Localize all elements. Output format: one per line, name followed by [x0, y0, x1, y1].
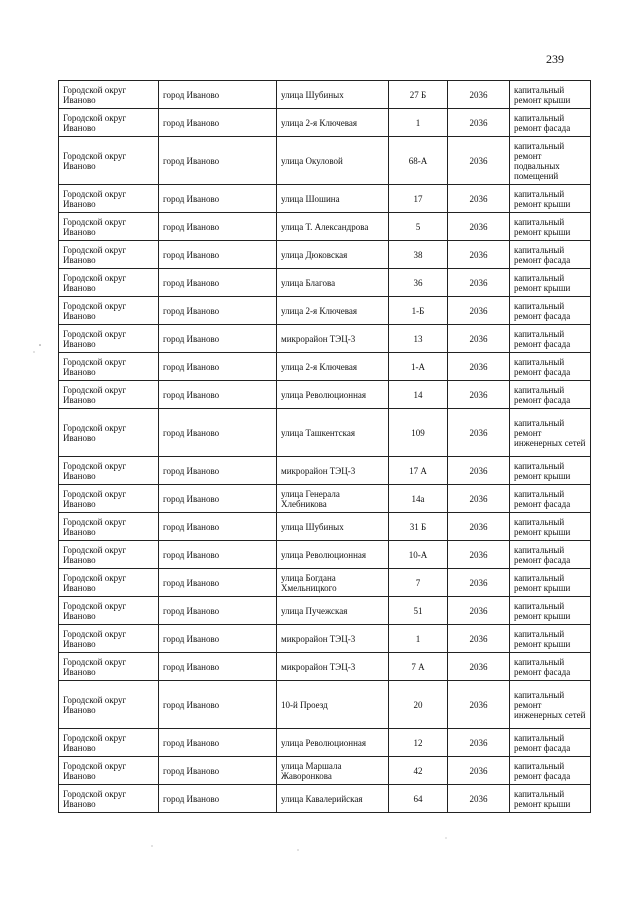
year-cell: 2036: [448, 785, 510, 813]
city-cell: город Иваново: [159, 409, 277, 457]
year-cell: 2036: [448, 109, 510, 137]
city-cell: город Иваново: [159, 541, 277, 569]
street-cell: улица Дюковская: [277, 241, 389, 269]
year-cell: 2036: [448, 269, 510, 297]
work-type-cell: капитальный ремонт крыши: [510, 625, 591, 653]
city-cell: город Иваново: [159, 297, 277, 325]
work-type-cell: капитальный ремонт крыши: [510, 269, 591, 297]
city-cell: город Иваново: [159, 213, 277, 241]
city-cell: город Иваново: [159, 325, 277, 353]
city-cell: город Иваново: [159, 729, 277, 757]
street-cell: улица Окуловой: [277, 137, 389, 185]
house-cell: 7 А: [389, 653, 448, 681]
city-cell: город Иваново: [159, 653, 277, 681]
year-cell: 2036: [448, 325, 510, 353]
house-cell: 7: [389, 569, 448, 597]
house-cell: 51: [389, 597, 448, 625]
house-cell: 36: [389, 269, 448, 297]
street-cell: улица Революционная: [277, 541, 389, 569]
work-type-cell: капитальный ремонт крыши: [510, 213, 591, 241]
street-cell: улица Богдана Хмельницкого: [277, 569, 389, 597]
city-cell: город Иваново: [159, 597, 277, 625]
city-cell: город Иваново: [159, 757, 277, 785]
work-type-cell: капитальный ремонт фасада: [510, 485, 591, 513]
house-cell: 109: [389, 409, 448, 457]
district-cell: Городской округ Иваново: [59, 185, 159, 213]
house-cell: 1: [389, 109, 448, 137]
street-cell: улица Шубиных: [277, 81, 389, 109]
city-cell: город Иваново: [159, 353, 277, 381]
year-cell: 2036: [448, 653, 510, 681]
work-type-cell: капитальный ремонт фасада: [510, 297, 591, 325]
work-type-cell: капитальный ремонт фасада: [510, 653, 591, 681]
house-cell: 42: [389, 757, 448, 785]
scan-speck: [33, 351, 34, 352]
house-cell: 17 А: [389, 457, 448, 485]
work-type-cell: капитальный ремонт фасада: [510, 353, 591, 381]
district-cell: Городской округ Иваново: [59, 485, 159, 513]
street-cell: улица 2-я Ключевая: [277, 353, 389, 381]
page-number: 239: [546, 52, 564, 66]
street-cell: улица Благова: [277, 269, 389, 297]
street-cell: микрорайон ТЭЦ-3: [277, 457, 389, 485]
street-cell: улица Шубиных: [277, 513, 389, 541]
city-cell: город Иваново: [159, 785, 277, 813]
city-cell: город Иваново: [159, 513, 277, 541]
city-cell: город Иваново: [159, 381, 277, 409]
house-cell: 5: [389, 213, 448, 241]
street-cell: улица 2-я Ключевая: [277, 109, 389, 137]
city-cell: город Иваново: [159, 241, 277, 269]
work-type-cell: капитальный ремонт фасада: [510, 241, 591, 269]
year-cell: 2036: [448, 457, 510, 485]
district-cell: Городской округ Иваново: [59, 597, 159, 625]
work-type-cell: капитальный ремонт фасада: [510, 729, 591, 757]
work-type-cell: капитальный ремонт подвальных помещений: [510, 137, 591, 185]
street-cell: улица 2-я Ключевая: [277, 297, 389, 325]
scan-speck: [445, 837, 446, 838]
work-type-cell: капитальный ремонт фасада: [510, 757, 591, 785]
work-type-cell: капитальный ремонт инженерных сетей: [510, 681, 591, 729]
city-cell: город Иваново: [159, 485, 277, 513]
district-cell: Городской округ Иваново: [59, 325, 159, 353]
street-cell: улица Ташкентская: [277, 409, 389, 457]
street-cell: микрорайон ТЭЦ-3: [277, 325, 389, 353]
house-cell: 20: [389, 681, 448, 729]
city-cell: город Иваново: [159, 569, 277, 597]
district-cell: Городской округ Иваново: [59, 269, 159, 297]
year-cell: 2036: [448, 625, 510, 653]
house-cell: 1: [389, 625, 448, 653]
scan-speck: [297, 849, 298, 850]
district-cell: Городской округ Иваново: [59, 109, 159, 137]
year-cell: 2036: [448, 729, 510, 757]
house-cell: 10-А: [389, 541, 448, 569]
house-cell: 13: [389, 325, 448, 353]
street-cell: улица Революционная: [277, 381, 389, 409]
year-cell: 2036: [448, 485, 510, 513]
year-cell: 2036: [448, 213, 510, 241]
year-cell: 2036: [448, 757, 510, 785]
district-cell: Городской округ Иваново: [59, 457, 159, 485]
city-cell: город Иваново: [159, 109, 277, 137]
district-cell: Городской округ Иваново: [59, 241, 159, 269]
house-cell: 27 Б: [389, 81, 448, 109]
work-type-cell: капитальный ремонт крыши: [510, 785, 591, 813]
street-cell: улица Генерала Хлебникова: [277, 485, 389, 513]
street-cell: 10-й Проезд: [277, 681, 389, 729]
house-cell: 17: [389, 185, 448, 213]
scan-speck: [39, 344, 41, 346]
district-cell: Городской округ Иваново: [59, 213, 159, 241]
work-type-cell: капитальный ремонт крыши: [510, 81, 591, 109]
work-type-cell: капитальный ремонт фасада: [510, 109, 591, 137]
city-cell: город Иваново: [159, 137, 277, 185]
house-cell: 68-А: [389, 137, 448, 185]
street-cell: улица Шошина: [277, 185, 389, 213]
city-cell: город Иваново: [159, 81, 277, 109]
work-type-cell: капитальный ремонт крыши: [510, 597, 591, 625]
house-cell: 14: [389, 381, 448, 409]
year-cell: 2036: [448, 241, 510, 269]
year-cell: 2036: [448, 353, 510, 381]
year-cell: 2036: [448, 185, 510, 213]
city-cell: город Иваново: [159, 269, 277, 297]
house-cell: 31 Б: [389, 513, 448, 541]
house-cell: 12: [389, 729, 448, 757]
street-cell: микрорайон ТЭЦ-3: [277, 625, 389, 653]
year-cell: 2036: [448, 541, 510, 569]
district-cell: Городской округ Иваново: [59, 729, 159, 757]
district-cell: Городской округ Иваново: [59, 653, 159, 681]
street-cell: улица Т. Александрова: [277, 213, 389, 241]
district-cell: Городской округ Иваново: [59, 137, 159, 185]
year-cell: 2036: [448, 597, 510, 625]
district-cell: Городской округ Иваново: [59, 381, 159, 409]
work-type-cell: капитальный ремонт фасада: [510, 325, 591, 353]
district-cell: Городской округ Иваново: [59, 353, 159, 381]
work-type-cell: капитальный ремонт крыши: [510, 513, 591, 541]
city-cell: город Иваново: [159, 185, 277, 213]
house-cell: 1-А: [389, 353, 448, 381]
year-cell: 2036: [448, 569, 510, 597]
district-cell: Городской округ Иваново: [59, 541, 159, 569]
street-cell: улица Маршала Жаворонкова: [277, 757, 389, 785]
district-cell: Городской округ Иваново: [59, 297, 159, 325]
house-cell: 14а: [389, 485, 448, 513]
street-cell: улица Пучежская: [277, 597, 389, 625]
year-cell: 2036: [448, 381, 510, 409]
scan-speck: [151, 845, 152, 846]
street-cell: микрорайон ТЭЦ-3: [277, 653, 389, 681]
city-cell: город Иваново: [159, 457, 277, 485]
house-cell: 64: [389, 785, 448, 813]
work-type-cell: капитальный ремонт фасада: [510, 381, 591, 409]
district-cell: Городской округ Иваново: [59, 409, 159, 457]
house-cell: 1-Б: [389, 297, 448, 325]
year-cell: 2036: [448, 513, 510, 541]
district-cell: Городской округ Иваново: [59, 81, 159, 109]
work-type-cell: капитальный ремонт крыши: [510, 569, 591, 597]
house-cell: 38: [389, 241, 448, 269]
work-type-cell: капитальный ремонт инженерных сетей: [510, 409, 591, 457]
year-cell: 2036: [448, 409, 510, 457]
work-type-cell: капитальный ремонт крыши: [510, 457, 591, 485]
district-cell: Городской округ Иваново: [59, 625, 159, 653]
district-cell: Городской округ Иваново: [59, 757, 159, 785]
district-cell: Городской округ Иваново: [59, 569, 159, 597]
district-cell: Городской округ Иваново: [59, 785, 159, 813]
year-cell: 2036: [448, 137, 510, 185]
district-cell: Городской округ Иваново: [59, 681, 159, 729]
street-cell: улица Кавалерийская: [277, 785, 389, 813]
city-cell: город Иваново: [159, 681, 277, 729]
work-type-cell: капитальный ремонт крыши: [510, 185, 591, 213]
work-type-cell: капитальный ремонт фасада: [510, 541, 591, 569]
year-cell: 2036: [448, 297, 510, 325]
city-cell: город Иваново: [159, 625, 277, 653]
year-cell: 2036: [448, 81, 510, 109]
year-cell: 2036: [448, 681, 510, 729]
district-cell: Городской округ Иваново: [59, 513, 159, 541]
street-cell: улица Революционная: [277, 729, 389, 757]
